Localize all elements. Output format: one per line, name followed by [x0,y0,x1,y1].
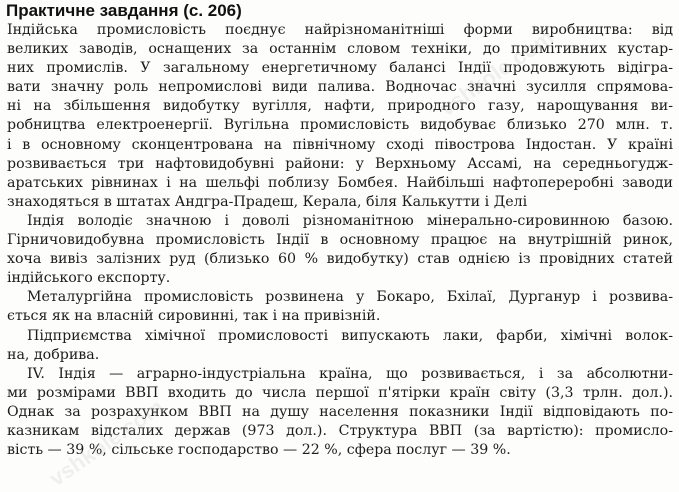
text-line: Гірничовидобувна промисловість Індії в основному працює на внутрішній ринок, [7,232,673,249]
text-line: знаходяться в штатах Андгра-Прадеш, Керала, біля Калькутти і Делі [7,193,528,210]
paragraph-4 [7,327,673,365]
text-line: аратських рівнинах і на шельфі поблизу Бомбея. Найбільші нафтопереробні заводи [7,174,673,191]
text-line: казникам відсталих держав (973 дол.). Структура ВВП (за вартістю): промисло- [7,422,673,439]
text-line: Індійська промисловість поєднує найрізноманітніші форми виробництва: від [7,22,673,38]
paragraph-1 [7,21,673,212]
text-line: робництва електроенергії. Вугільна промисловість видобуває близько 270 млн. т. [7,117,673,134]
text-line: хоча вивіз залізних руд (близько 60 % видобутку) став однією із провідних статей [7,251,673,268]
paragraph-2 [7,212,673,288]
paragraph-3 [7,288,673,326]
text-line: великих заводів, оснащених за останнім словом техніки, до примітивних кустар- [7,41,673,58]
text-line: Підприємства хімічної промисловості випускають лаки, фарби, хімічні волок- [27,327,673,344]
text-line: них промислів. У загальному енергетичному балансі Індії продовжують відігра- [7,60,673,77]
text-line: Металургійна промисловість розвинена у Бокаро, Бхілаї, Дурганур і розвива- [27,289,673,306]
text-line: ється як на власній сировинні, так і на привізній. [7,308,381,325]
text-line: на, добрива. [7,346,100,363]
text-line: індійського експорту. [7,270,171,287]
text-line: ми розмірами ВВП входить до числа першої п'ятірки країн світу (3,3 трлн. дол.). [7,384,673,401]
text-line: IV. Індія — аграрно-індустріальна країна, що розвивається, і за абсолютни- [27,365,673,382]
paragraph-5 [7,365,673,460]
text-line: і в основному сконцентрована на північному сході півострова Індостан. У країні [7,136,673,153]
text-line: Однак за розрахунком ВВП на душу населення показники Індії відповідають по- [7,403,673,420]
text-line: вати значну роль непромислові види палива. Водночас значні зусилля спрямова- [7,79,673,96]
text-line: розвивається три нафтовидобувні райони: у Верхньому Ассамі, на середньогудж- [7,155,673,172]
text-line: ні на збільшення видобутку вугілля, нафти, природного газу, нарощування ви- [7,98,673,115]
watermark: vshkole.com [44,394,169,492]
text-line: вість — 39 %, сільське господарство — 22 %, сфера послуг — 39 %. [7,442,511,459]
text-line: Індія володіє значною і доволі різноманітною мінерально-сировинною базою. [27,212,673,229]
page-title: Практичне завдання (с. 206) [6,1,242,20]
watermark: vshkole.com [434,24,559,122]
